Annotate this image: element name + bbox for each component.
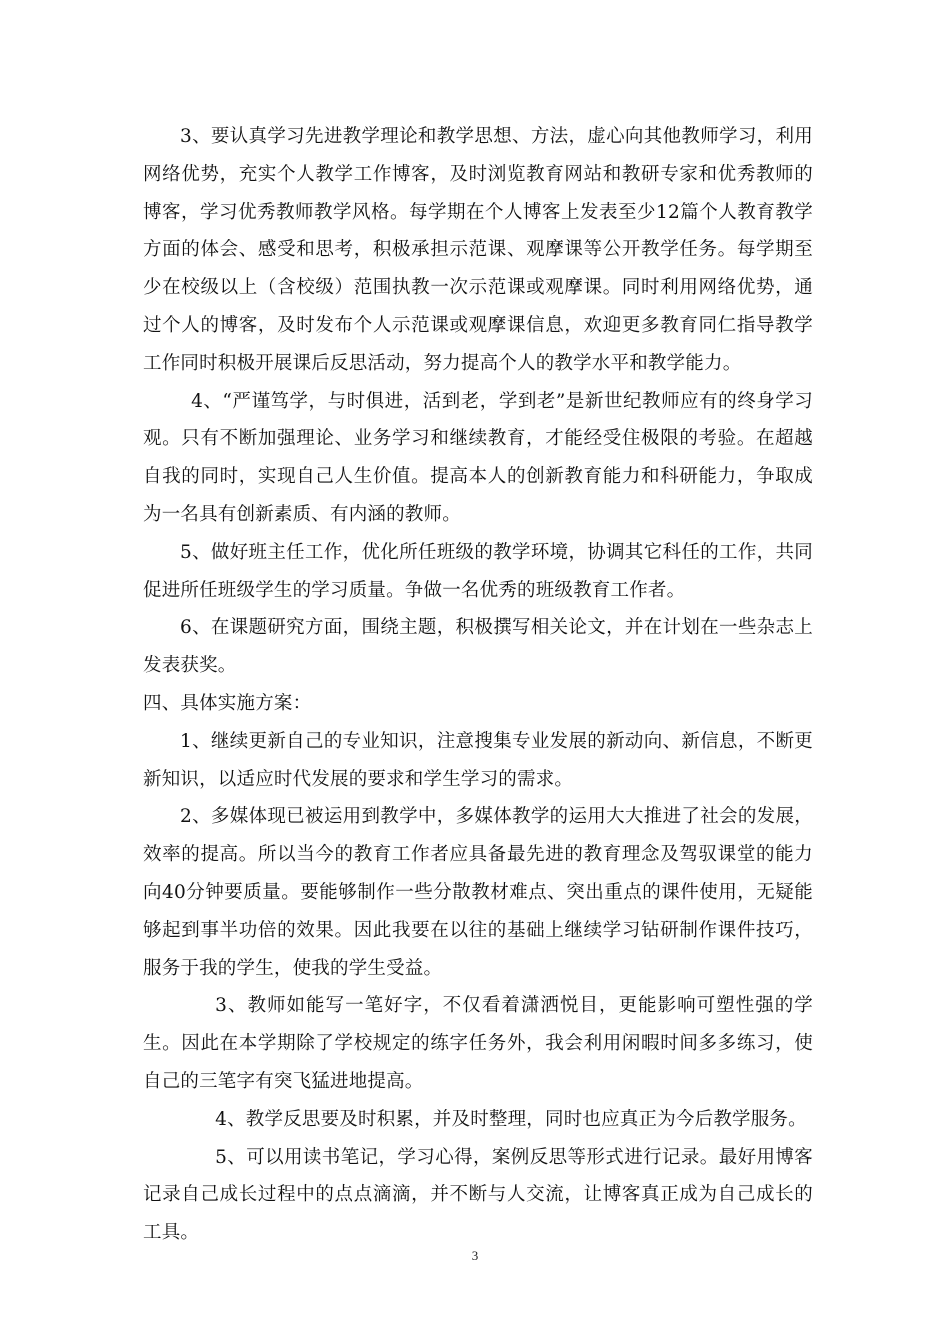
plan-item-2: 2、多媒体现已被运用到教学中，多媒体教学的运用大大推进了社会的发展，效率的提高。所以当今的教育工作者应具备最先进的教育理念及驾驭课堂的能力向40分钟要质量。要能够制作一些分散教材难点、突出重点的课件使用，无疑能够起到事半功倍的效果。因此我要在以往的基础上继续学习钻研制作课件技巧，服务于我的学生，使我的学生受益。 xyxy=(143,806,813,979)
plan-item-3: 3、教师如能写一笔好字，不仅看着潇洒悦目，更能影响可塑性强的学生。因此在本学期除了学校规定的练字任务外，我会利用闲暇时间多多练习，使自己的三笔字有突飞猛进地提高。 xyxy=(143,995,813,1092)
plan-item-4: 4、教学反思要及时积累，并及时整理，同时也应真正为今后教学服务。 xyxy=(215,1108,807,1130)
page-number: 3 xyxy=(471,1248,479,1263)
document-body xyxy=(143,118,813,1252)
paragraph-item-3: 3、要认真学习先进教学理论和教学思想、方法，虚心向其他教师学习，利用网络优势，充实个人教学工作博客，及时浏览教育网站和教研专家和优秀教师的博客，学习优秀教师教学风格。每学期在个人博客上发表至少12篇个人教育教学方面的体会、感受和思考，积极承担示范课、观摩课等公开教学任务。每学期至少在校级以上（含校级）范围执教一次示范课或观摩课。同时利用网络优势，通过个人的博客，及时发布个人示范课或观摩课信息，欢迎更多教育同仁指导教学工作同时积极开展课后反思活动，努力提高个人的教学水平和教学能力。 xyxy=(143,126,813,374)
plan-item-1: 1、继续更新自己的专业知识，注意搜集专业发展的新动向、新信息，不断更新知识，以适应时代发展的要求和学生学习的需求。 xyxy=(143,730,813,790)
paragraph-item-4: 4、“严谨笃学，与时俱进，活到老，学到老”是新世纪教师应有的终身学习观。只有不断加强理论、业务学习和继续教育，才能经受住极限的考验。在超越自我的同时，实现自己人生价值。提高本人的创新教育能力和科研能力，争取成为一名具有创新素质、有内涵的教师。 xyxy=(143,390,813,525)
paragraph-item-6: 6、在课题研究方面，围绕主题，积极撰写相关论文，并在计划在一些杂志上发表获奖。 xyxy=(143,617,813,677)
plan-item-5: 5、可以用读书笔记，学习心得，案例反思等形式进行记录。最好用博客记录自己成长过程中的点点滴滴，并不断与人交流，让博客真正成为自己成长的工具。 xyxy=(143,1146,813,1244)
section-heading: 四、具体实施方案： xyxy=(143,692,312,714)
paragraph-item-5: 5、做好班主任工作，优化所任班级的教学环境，协调其它科任的工作，共同促进所任班级学生的学习质量。争做一名优秀的班级教育工作者。 xyxy=(143,541,813,601)
